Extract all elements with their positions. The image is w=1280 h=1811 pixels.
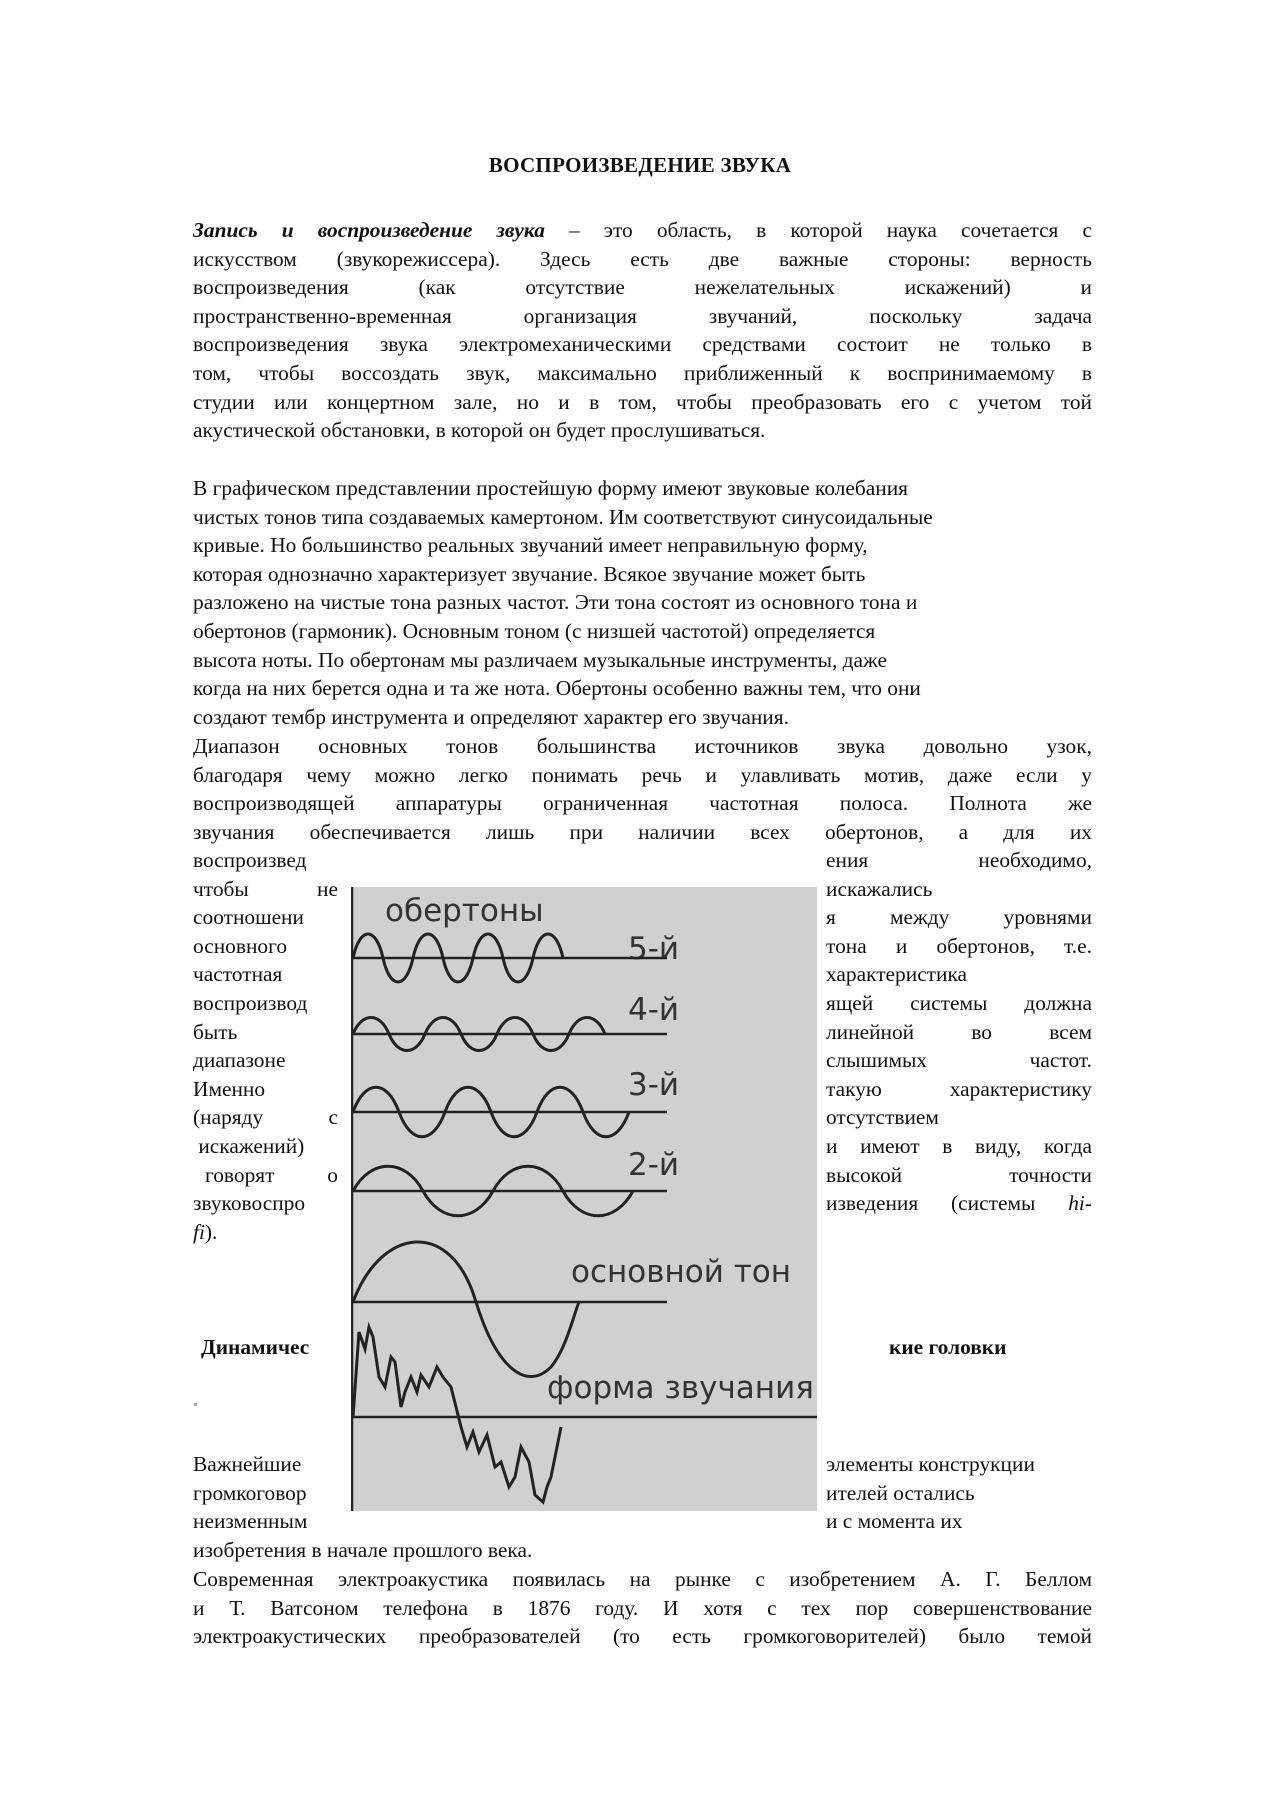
text-span: изведения (системы <box>826 1191 1069 1216</box>
text-line: В графическом представлении простейшую форму имеют звуковые колебания <box>193 476 909 500</box>
text-line: Именно <box>193 1076 266 1101</box>
bold-term: Запись и воспроизведение звука <box>193 218 545 242</box>
text-line: чистых тонов типа создаваемых камертоном. Им соответствуют синусоидальные <box>193 504 933 529</box>
overtones-diagram <box>351 887 817 1511</box>
text-line: говорят о <box>205 1162 338 1187</box>
paragraph-tones <box>193 474 1092 731</box>
text-line: чтобы не <box>193 876 338 901</box>
wrap-left-column <box>193 846 338 1246</box>
text-line: студии или концертном зале, но и в том, чтобы преобразовать его с учетом той <box>193 389 1092 414</box>
label-4th: 4-й <box>628 992 680 1028</box>
text-line: воспроизвед <box>193 848 307 872</box>
text-line <box>193 216 1092 245</box>
text-line: создают тембр инструмента и определяют характер его звучания. <box>193 704 789 729</box>
hifi-italic: hi- <box>1068 1191 1092 1216</box>
text-line: Важнейшие <box>193 1452 302 1476</box>
paragraph-history <box>193 1565 1092 1651</box>
paragraph-range <box>193 732 1092 846</box>
stray-mark <box>194 1403 197 1406</box>
text-line <box>826 1189 1092 1218</box>
text-line: кривые. Но большинство реальных звучаний имеет неправильную форму, <box>193 533 868 558</box>
text-line: неизменным <box>193 1509 308 1534</box>
text-line: том, чтобы воссоздать звук, максимально приближенный к воспринимаемому в <box>193 360 1092 385</box>
page-title: ВОСПРОИЗВЕДЕНИЕ ЗВУКА <box>488 153 792 177</box>
text-line: ящей системы должна <box>826 990 1092 1015</box>
label-overtones: обертоны <box>385 893 544 929</box>
text-line: элементы конструкции <box>826 1452 1035 1476</box>
text-line: быть <box>193 1019 238 1044</box>
wrap2-left-column <box>193 1450 338 1536</box>
text-line: когда на них берется одна и та же нота. Обертоны особенно важны тем, что они <box>193 676 921 701</box>
text-line: линейной во всем <box>826 1019 1092 1044</box>
text-line: высота ноты. По обертонам мы различаем музыкальные инструменты, даже <box>193 647 888 672</box>
text-line: акустической обстановки, в которой он будет прослушиваться. <box>193 418 766 443</box>
wrap2-right-column <box>826 1450 1092 1536</box>
text-line: такую характеристику <box>826 1076 1092 1101</box>
text-line: диапазоне <box>193 1048 286 1073</box>
text-line: высокой точности <box>826 1162 1092 1187</box>
text-line: которая однозначно характеризует звучание. Всякое звучание может быть <box>193 561 866 586</box>
label-3rd: 3-й <box>628 1067 680 1103</box>
text-line: искажались <box>826 876 933 901</box>
text-line: Современная электроакустика появилась на рынке с изобретением А. Г. Беллом <box>193 1567 1092 1591</box>
text-span: ). <box>204 1219 218 1244</box>
overtones-figure <box>351 887 817 1511</box>
text-line: ителей остались <box>826 1480 975 1505</box>
text-line: тона и обертонов, т.е. <box>826 933 1092 958</box>
wrap-right-column <box>826 846 1092 1218</box>
hifi-italic: fi <box>193 1219 205 1244</box>
text-line: ения необходимо, <box>826 848 1092 872</box>
paragraph-intro <box>193 216 1092 445</box>
label-fundamental: основной тон <box>571 1254 792 1290</box>
section-heading-right: кие головки <box>889 1335 1007 1359</box>
text-line: разложено на чистые тона разных частот. Эти тона состоят из основного тона и <box>193 590 918 615</box>
paragraph-continuation <box>193 1536 1092 1565</box>
text-line: отсутствием <box>826 1105 939 1130</box>
text-line: искажений) <box>193 1133 305 1158</box>
text-line: воспроизведения звука электромеханическими средствами состоит не только в <box>193 332 1092 357</box>
wave-fundamental <box>353 1242 579 1377</box>
text-line: воспроизводящей аппаратуры ограниченная частотная полоса. Полнота же <box>193 791 1092 816</box>
section-heading-left: Динамичес <box>201 1335 310 1359</box>
text-line: и имеют в виду, когда <box>826 1133 1092 1158</box>
text-line: звучания обеспечивается лишь при наличии всех обертонов, а для их <box>193 819 1092 844</box>
text-line: обертонов (гармоник). Основным тоном (с низшей частотой) определяется <box>193 618 876 643</box>
text-line: искусством (звукорежиссера). Здесь есть две важные стороны: верность <box>193 246 1092 271</box>
text-line: (наряду с <box>193 1105 338 1130</box>
text-line: звуковоспро <box>193 1191 306 1216</box>
text-line: я между уровнями <box>826 905 1092 930</box>
label-waveform: форма звучания <box>547 1370 814 1406</box>
text-span: – это область, в которой наука сочетается с <box>544 218 1093 242</box>
text-line: соотношени <box>193 905 304 930</box>
text-line: громкоговор <box>193 1480 307 1505</box>
text-line: характеристика <box>826 962 968 987</box>
text-line: электроакустических преобразователей (то есть громкоговорителей) было темой <box>193 1624 1092 1649</box>
text-line: основного <box>193 933 288 958</box>
text-line: и Т. Ватсоном телефона в 1876 году. И хотя с тех пор совершенствование <box>193 1595 1092 1620</box>
text-line: изобретения в начале прошлого века. <box>193 1538 533 1562</box>
label-5th: 5-й <box>628 931 680 967</box>
text-line: и с момента их <box>826 1509 963 1534</box>
wave-sound-form <box>353 1327 561 1502</box>
label-2nd: 2-й <box>628 1147 680 1183</box>
text-line <box>193 1218 338 1247</box>
text-line: пространственно-временная организация звучаний, поскольку задача <box>193 303 1092 328</box>
text-line: слышимых частот. <box>826 1048 1092 1073</box>
text-line: Диапазон основных тонов большинства источников звука довольно узок, <box>193 734 1092 758</box>
text-line: частотная <box>193 962 283 987</box>
text-line: благодаря чему можно легко понимать речь и улавливать мотив, даже если у <box>193 762 1092 787</box>
text-line: воспроизведения (как отсутствие нежелательных искажений) и <box>193 275 1092 300</box>
text-line: воспроизвод <box>193 990 308 1015</box>
